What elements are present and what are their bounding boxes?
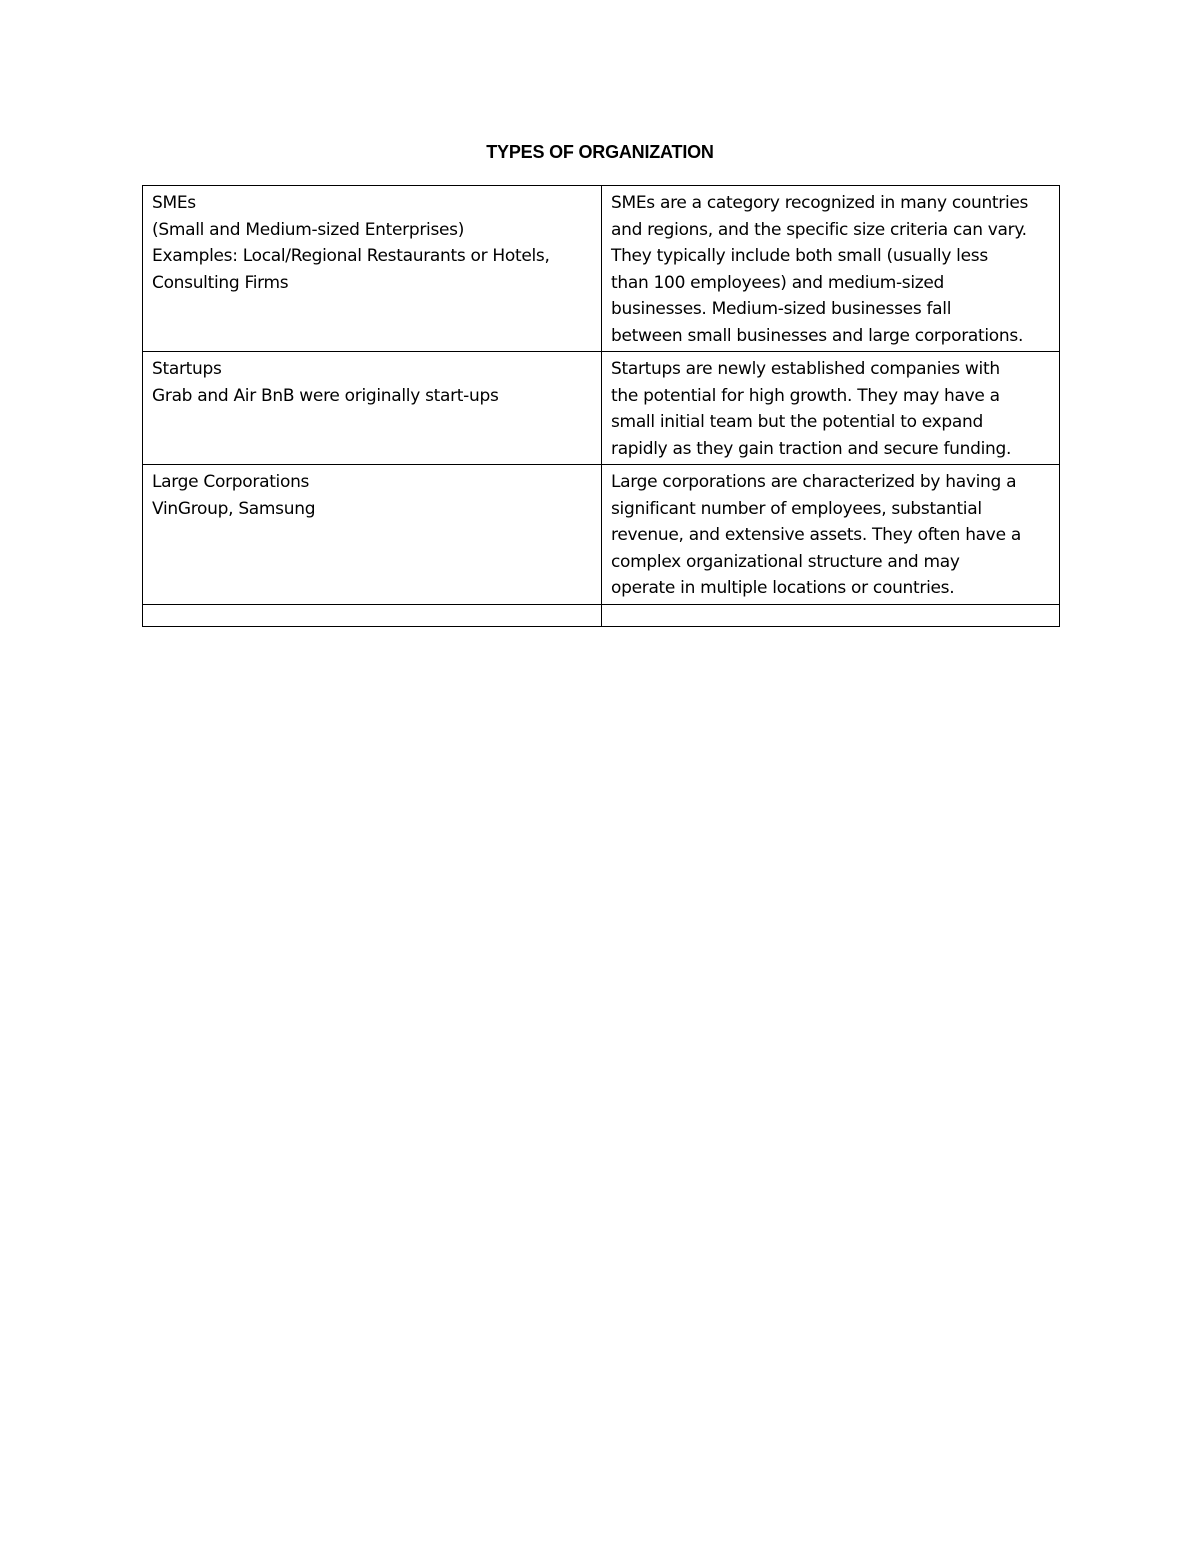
organization-types-table bbox=[142, 185, 1060, 627]
organization-type-cell bbox=[143, 465, 602, 605]
cell-line: operate in multiple locations or countries. bbox=[611, 578, 955, 598]
cell-line: SMEs bbox=[152, 193, 196, 213]
cell-line: They typically include both small (usually less bbox=[611, 246, 988, 266]
cell-line: small initial team but the potential to expand bbox=[611, 412, 983, 432]
cell-line: Startups are newly established companies with bbox=[611, 359, 1000, 379]
organization-type-cell bbox=[143, 352, 602, 465]
organization-description-cell bbox=[602, 352, 1060, 465]
cell-line: the potential for high growth. They may have a bbox=[611, 385, 1000, 406]
empty-cell bbox=[143, 604, 602, 626]
cell-line: revenue, and extensive assets. They often have a bbox=[611, 525, 1021, 545]
empty-cell bbox=[602, 604, 1060, 626]
table-row-large-corporations bbox=[143, 465, 1060, 605]
organization-type-cell bbox=[143, 186, 602, 352]
cell-line: and regions, and the specific size criteria can vary. bbox=[611, 219, 1027, 240]
table-row-startups bbox=[143, 352, 1060, 465]
cell-line: Grab and Air BnB were originally start-ups bbox=[152, 385, 499, 406]
cell-line: (Small and Medium-sized Enterprises) bbox=[152, 219, 465, 240]
cell-line: Startups bbox=[152, 359, 222, 379]
cell-line: rapidly as they gain traction and secure funding. bbox=[611, 438, 1012, 459]
cell-line: Large Corporations bbox=[152, 472, 310, 492]
table-row-empty bbox=[143, 604, 1060, 626]
table-row-smes bbox=[143, 186, 1060, 352]
organization-description-cell bbox=[602, 465, 1060, 605]
cell-line: businesses. Medium-sized businesses fall bbox=[611, 299, 952, 319]
cell-line: between small businesses and large corporations. bbox=[611, 325, 1024, 346]
document-title: TYPES OF ORGANIZATION bbox=[486, 142, 714, 162]
cell-line: complex organizational structure and may bbox=[611, 551, 960, 572]
organization-description-cell bbox=[602, 186, 1060, 352]
cell-line: Large corporations are characterized by having a bbox=[611, 472, 1017, 492]
cell-line: SMEs are a category recognized in many countries bbox=[611, 193, 1029, 213]
cell-line: significant number of employees, substantial bbox=[611, 498, 982, 519]
cell-line: than 100 employees) and medium-sized bbox=[611, 272, 945, 293]
cell-line: Consulting Firms bbox=[152, 272, 289, 293]
cell-line: Examples: Local/Regional Restaurants or Hotels, bbox=[152, 246, 550, 266]
cell-line: VinGroup, Samsung bbox=[152, 498, 316, 519]
